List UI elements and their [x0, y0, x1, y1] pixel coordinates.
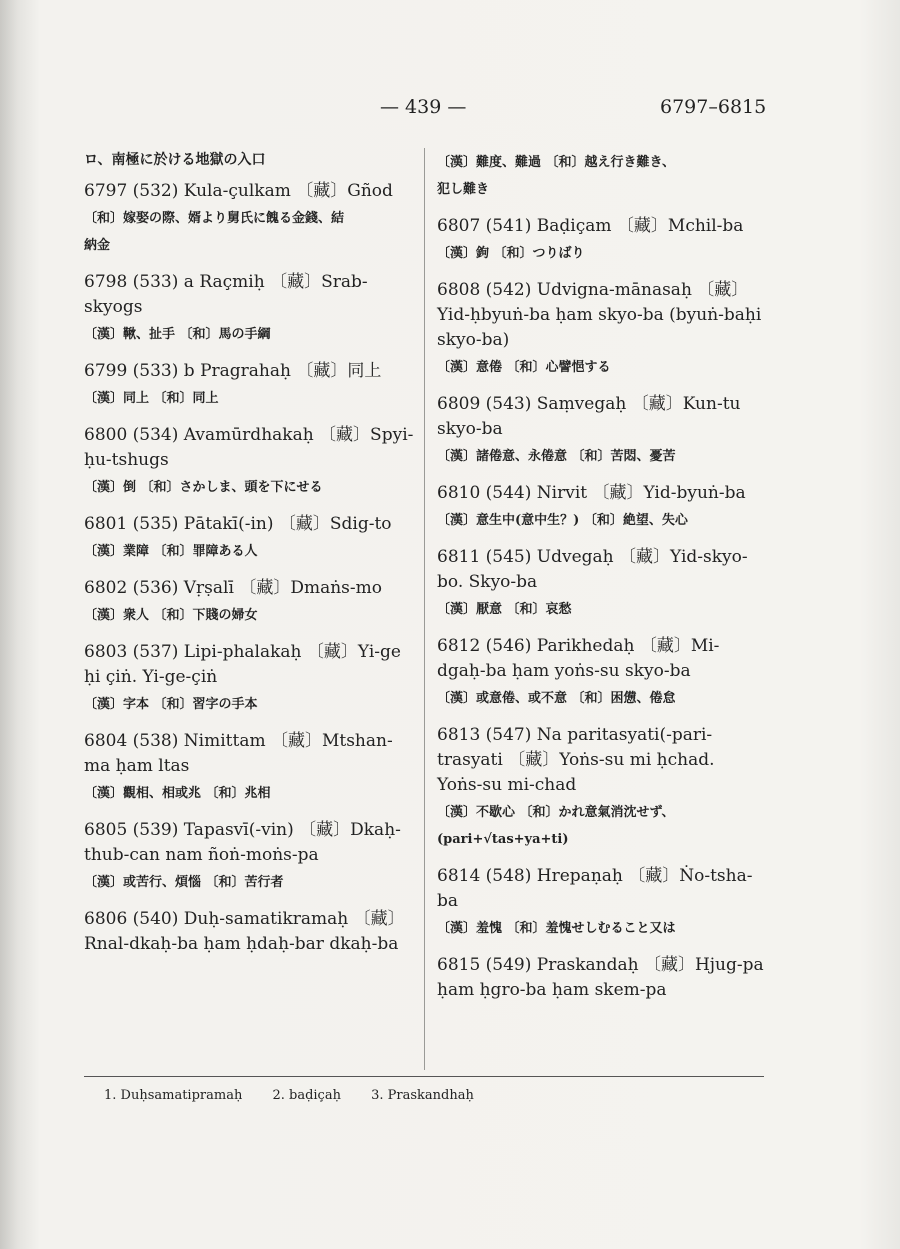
- right-column: [437, 148, 765, 1015]
- entry-head: 6797 (532) Kula-çulkam 〔藏〕Gñod: [84, 181, 393, 201]
- entry-head: 6815 (549) Praskandaḥ 〔藏〕Hjug-pa ḥam ḥgro-ba ḥam skem-pa: [437, 955, 764, 1000]
- entry-head: 6807 (541) Baḍiçam 〔藏〕Mchil-ba: [437, 216, 744, 236]
- entry-head: 6805 (539) Tapasvī(-vin) 〔藏〕Dkaḥ-thub-can nam ñoṅ-moṅs-pa: [84, 820, 401, 865]
- entry-gloss: 〔漢〕或苦行、煩惱 〔和〕苦行者: [84, 875, 284, 890]
- entry-head: 6804 (538) Nimittam 〔藏〕Mtshan-ma ḥam ltas: [84, 731, 393, 776]
- left-column: [84, 148, 416, 969]
- entry-head: 6798 (533) a Raçmiḥ 〔藏〕Srab-skyogs: [84, 272, 368, 317]
- dictionary-entry: [437, 392, 765, 481]
- dictionary-entry: [84, 179, 416, 270]
- entry-head: 6811 (545) Udvegaḥ 〔藏〕Yid-skyo-bo. Skyo-ba: [437, 547, 748, 592]
- entry-gloss: 〔漢〕意生中(意中生？) 〔和〕絶望、失心: [437, 513, 688, 528]
- dictionary-entry: [437, 278, 765, 392]
- entry-gloss: 〔漢〕意倦 〔和〕心譬悒する: [437, 360, 611, 375]
- footnote-rule: [84, 1076, 764, 1077]
- section-heading: ロ、南極に於ける地獄の入口: [84, 152, 266, 168]
- dictionary-entry: [84, 359, 416, 423]
- dictionary-entry: [84, 270, 416, 359]
- entry-gloss: 〔和〕嫁娶の際、婿より舅氏に餽る金錢、結: [84, 211, 345, 226]
- dictionary-entry: [437, 723, 765, 864]
- entry-gloss: (pari+√tas+ya+ti): [437, 832, 569, 847]
- right-entries: [437, 214, 765, 1015]
- dictionary-entry: [84, 576, 416, 640]
- entry-head: 6810 (544) Nirvit 〔藏〕Yid-byuṅ-ba: [437, 483, 746, 503]
- entry-gloss: 納金: [84, 238, 111, 253]
- entry-gloss: 〔漢〕衆人 〔和〕下賤の婦女: [84, 608, 258, 623]
- dictionary-entry: [84, 640, 416, 729]
- left-entries: [84, 179, 416, 969]
- entry-gloss: 〔漢〕觀相、相或兆 〔和〕兆相: [84, 786, 271, 801]
- entry-head: 6800 (534) Avamūrdhakaḥ 〔藏〕Spyi-ḥu-tshugs: [84, 425, 414, 470]
- entry-head: 6799 (533) b Pragrahaḥ 〔藏〕同上: [84, 361, 382, 381]
- continuation-gloss-1: 〔漢〕難度、難過 〔和〕越え行き難き、: [437, 155, 676, 170]
- dictionary-entry: [437, 953, 765, 1015]
- dictionary-entry: [84, 729, 416, 818]
- entry-gloss: 〔漢〕同上 〔和〕同上: [84, 391, 219, 406]
- entry-head: 6806 (540) Duḥ-samatikramaḥ 〔藏〕Rnal-dkaḥ-ba ḥam ḥdaḥ-bar dkaḥ-ba: [84, 909, 405, 954]
- column-divider: [424, 148, 425, 1070]
- footnote-3: 3. Praskandhaḥ: [371, 1088, 474, 1103]
- entry-gloss: 〔漢〕鉤 〔和〕つりばり: [437, 246, 585, 261]
- continuation-gloss-2: 犯し難き: [437, 182, 490, 197]
- dictionary-entry: [437, 481, 765, 545]
- footnote-2: 2. baḍiçaḥ: [272, 1088, 341, 1103]
- dictionary-entry: [84, 512, 416, 576]
- entry-gloss: 〔漢〕厭意 〔和〕哀愁: [437, 602, 572, 617]
- dictionary-entry: [437, 545, 765, 634]
- entry-gloss: 〔漢〕倒 〔和〕さかしま、頭を下にせる: [84, 480, 323, 495]
- dictionary-entry: [84, 907, 416, 969]
- dictionary-entry: [84, 423, 416, 512]
- entry-gloss: 〔漢〕不歇心 〔和〕かれ意氣消沈せず、: [437, 805, 675, 820]
- dictionary-entry: [84, 818, 416, 907]
- dictionary-entry: [437, 634, 765, 723]
- entry-head: 6803 (537) Lipi-phalakaḥ 〔藏〕Yi-ge ḥi çiṅ. Yi-ge-çiṅ: [84, 642, 401, 687]
- entry-head: 6801 (535) Pātakī(-in) 〔藏〕Sdig-to: [84, 514, 392, 534]
- entry-gloss: 〔漢〕羞愧 〔和〕羞愧せしむること又は: [437, 921, 676, 936]
- entry-head: 6802 (536) Vṛṣalī 〔藏〕Dmaṅs-mo: [84, 578, 382, 598]
- dictionary-entry: [437, 864, 765, 953]
- entry-head: 6812 (546) Parikhedaḥ 〔藏〕Mi-dgaḥ-ba ḥam yoṅs-su skyo-ba: [437, 636, 720, 681]
- entry-range: 6797–6815: [660, 96, 767, 118]
- entry-head: 6809 (543) Saṃvegaḥ 〔藏〕Kun-tu skyo-ba: [437, 394, 741, 439]
- entry-head: 6813 (547) Na paritasyati(-pari-trasyati 〔藏〕Yoṅs-su mi ḥchad. Yoṅs-su mi-chad: [437, 725, 715, 795]
- entry-gloss: 〔漢〕諸倦意、永倦意 〔和〕苦悶、憂苦: [437, 449, 676, 464]
- footnote-1: 1. Duḥsamatipramaḥ: [104, 1088, 243, 1103]
- page-number: — 439 —: [380, 96, 467, 118]
- entry-gloss: 〔漢〕業障 〔和〕罪障ある人: [84, 544, 258, 559]
- entry-head: 6808 (542) Udvigna-mānasaḥ 〔藏〕Yid-ḥbyuṅ-ba ḥam skyo-ba (byuṅ-baḥi skyo-ba): [437, 280, 762, 350]
- entry-gloss: 〔漢〕或意倦、或不意 〔和〕困憊、倦怠: [437, 691, 676, 706]
- page-header: [0, 96, 900, 126]
- dictionary-entry: [437, 214, 765, 278]
- entry-gloss: 〔漢〕字本 〔和〕習字の手本: [84, 697, 258, 712]
- entry-head: 6814 (548) Hrepaṇaḥ 〔藏〕Ṅo-tsha-ba: [437, 866, 753, 911]
- entry-gloss: 〔漢〕鞦、扯手 〔和〕馬の手綱: [84, 327, 271, 342]
- footnotes: [104, 1088, 500, 1103]
